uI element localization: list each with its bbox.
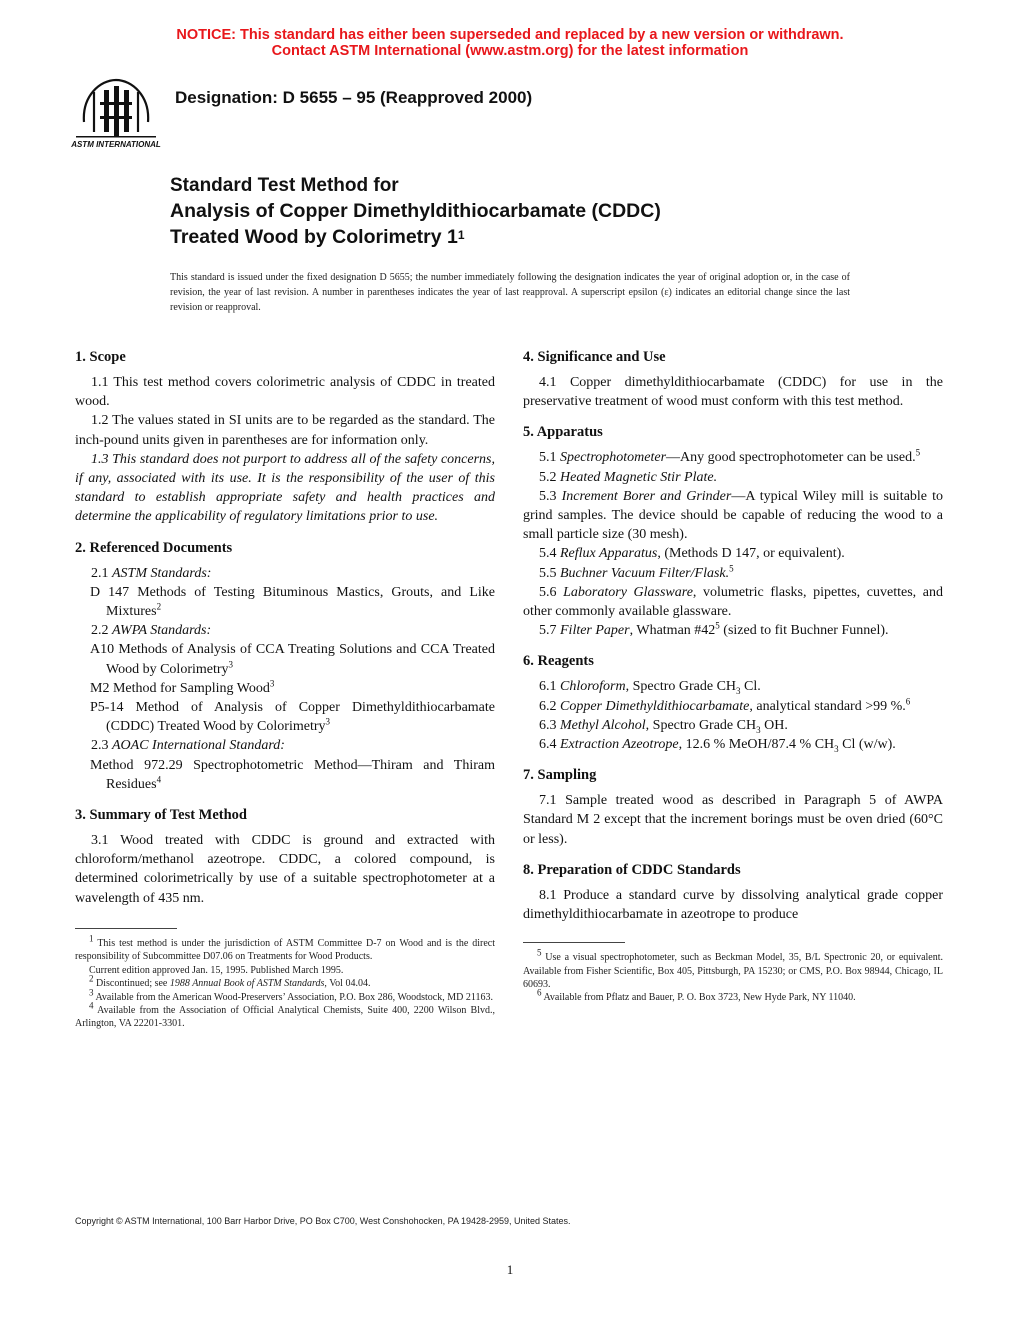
section-heading: 5. Apparatus	[523, 424, 603, 441]
section-heading: 8. Preparation of CDDC Standards	[523, 861, 741, 878]
left-footnotes	[75, 933, 495, 1031]
footnote: Current edition approved Jan. 15, 1995. Published March 1995.	[89, 964, 344, 976]
notice-line-1: NOTICE: This standard has either been superseded and replaced by a new version or withdrawn.	[176, 27, 844, 43]
document-title	[170, 174, 661, 250]
section-significance	[523, 348, 943, 411]
footnote: $^1$ This test method is under the jurisdiction of ASTM Committee D-7 on Wood and is the direct responsibility of Subcommittee D07.06 on Treatments for Wood Products.	[75, 933, 495, 963]
page-number: 1	[506, 1262, 514, 1277]
paragraph: 5.1 Spectrophotometer—Any good spectrophotometer can be used.$^5$	[539, 447, 921, 466]
paragraph: 6.4 Extraction Azeotrope, 12.6 % MeOH/87.4 % $CH_3$ Cl (w/w).	[539, 737, 896, 754]
paragraph: 5.3 Increment Borer and Grinder—A typical Wiley mill is suitable to grind samples. The device should be capable of reducing the wood to a small particle size (30 mesh).	[523, 488, 943, 543]
paragraph: 1.2 The values stated in SI units are to be regarded as the standard. The inch-pound units given in parentheses are for information only.	[75, 413, 495, 448]
paragraph: 3.1 Wood treated with CDDC is ground and extracted with chloroform/methanol azeotrope. CDDC, a colored compound, is determined colorimetrically by use of a suitable spectrophotometer at a wavelength of 435 nm.	[75, 833, 495, 906]
left-column	[75, 348, 495, 1031]
footnote: $^5$ Use a visual spectrophotometer, such as Beckman Model, 35, B/L Spectronic 20, or equivalent. Available from Fisher Scientific, Box 405, Pittsburgh, PA 15230; or CMS, P.O. Box 98944, Chicago, IL 60693.	[523, 947, 944, 991]
paragraph: 6.2 Copper Dimethyldithiocarbamate, analytical standard >99 %.$^6$	[539, 695, 911, 714]
section-preparation	[523, 861, 943, 924]
subheading-aoac: 2.3 AOAC International Standard:	[91, 738, 285, 754]
reference-item: P5-14 Method of Analysis of Copper Dimethyldithiocarbamate (CDDC) Treated Wood by Colorimetry$^3$	[90, 700, 495, 735]
paragraph: 5.5 Buchner Vacuum Filter/Flask.$^5$	[539, 562, 734, 581]
footnote-rule	[523, 942, 625, 943]
section-heading: 2. Referenced Documents	[75, 539, 233, 556]
right-column	[523, 348, 943, 1005]
section-scope	[75, 348, 495, 527]
section-heading: 6. Reagents	[523, 653, 594, 670]
reference-item: A10 Methods of Analysis of CCA Treating Solutions and CCA Treated Wood by Colorimetry$^3$	[90, 642, 495, 677]
right-footnotes	[523, 947, 944, 1005]
title-line-2: Analysis of Copper Dimethyldithiocarbamate (CDDC)	[170, 200, 661, 222]
copyright: Copyright © ASTM International, 100 Barr Harbor Drive, PO Box C700, West Conshohocken, PA 19428-2959, United States.	[75, 1216, 571, 1226]
paragraph: 8.1 Produce a standard curve by dissolving analytical grade copper dimethyldithiocarbamate in azeotrope to produce	[523, 887, 943, 923]
notice-line-2: Contact ASTM International (www.astm.org) for the latest information	[271, 43, 749, 59]
footnote: $^2$ Discontinued; see 1988 Annual Book of ASTM Standards, Vol 04.04.	[89, 973, 371, 990]
logo-wordmark: ASTM INTERNATIONAL	[71, 140, 161, 149]
paragraph: 7.1 Sample treated wood as described in Paragraph 5 of AWPA Standard M 2 except that the increment borings must be oven dried (60°C or less).	[523, 793, 943, 847]
reference-item: D 147 Methods of Testing Bituminous Mastics, Grouts, and Like Mixtures$^2$	[90, 584, 495, 620]
section-heading: 1. Scope	[75, 349, 126, 365]
title-footnote-mark: 1	[457, 228, 465, 242]
paragraph: 4.1 Copper dimethyldithiocarbamate (CDDC) for use in the preservative treatment of wood must conform with this test method.	[523, 375, 943, 410]
issued-note: This standard is issued under the fixed designation D 5655; the number immediately following the designation indicates the year of original adoption or, in the case of revision, the year of last revision. A number in parentheses indicates the year of last reapproval. A superscript epsilon (ε) indicates an editorial change since the last revision or reapproval.	[170, 272, 850, 313]
paragraph: 5.6 Laboratory Glassware, volumetric flasks, pipettes, cuvettes, and other commonly available glassware.	[523, 584, 943, 620]
paragraph: 5.7 Filter Paper, Whatman $\#42^5$ (sized to fit Buchner Funnel).	[539, 620, 889, 639]
paragraph: 1.1 This test method covers colorimetric analysis of CDDC in treated wood.	[75, 375, 495, 410]
footnote-rule	[75, 928, 177, 929]
subheading-awpa: 2.2 AWPA Standards:	[91, 623, 212, 639]
footnote: $^3$ Available from the American Wood-Preservers’ Association, P.O. Box 286, Woodstock, MD 21163.	[89, 987, 493, 1003]
title-line-3-text: Treated Wood by Colorimetry 1	[170, 226, 458, 248]
paragraph: 6.1 Chloroform, Spectro Grade $CH_3$ Cl.	[539, 679, 761, 697]
section-heading: 4. Significance and Use	[523, 349, 666, 365]
title-line-1: Standard Test Method for	[170, 175, 399, 196]
section-reagents	[523, 652, 943, 754]
section-summary	[75, 806, 495, 908]
astm-logo	[70, 76, 162, 150]
section-heading: 3. Summary of Test Method	[75, 807, 247, 824]
section-referenced-documents	[75, 539, 495, 794]
designation: Designation: D 5655 – 95 (Reapproved 2000)	[175, 88, 533, 107]
subheading-astm: 2.1 ASTM Standards:	[91, 565, 212, 581]
title-line-3	[170, 224, 661, 250]
footnote: $^6$ Available from Pflatz and Bauer, P. O. Box 3723, New Hyde Park, NY 11040.	[537, 988, 856, 1004]
footnote: $^4$ Available from the Association of Official Analytical Chemists, Suite 400, 2200 Wilson Blvd., Arlington, VA 22201-3301.	[75, 1000, 495, 1030]
paragraph: 5.4 Reflux Apparatus, (Methods D 147, or equivalent).	[539, 546, 845, 562]
paragraph: 1.3 This standard does not purport to address all of the safety concerns, if any, associated with its use. It is the responsibility of the user of this standard to establish appropriate safety and health practices and determine the applicability of regulatory limitations prior to use.	[75, 451, 495, 525]
reference-item: M2 Method for Sampling Wood$^3$	[90, 678, 275, 696]
paragraph: 6.3 Methyl Alcohol, Spectro Grade $CH_3$ OH.	[539, 717, 788, 735]
reference-item: Method 972.29 Spectrophotometric Method—Thiram and Thiram Residues$^4$	[90, 757, 495, 792]
section-sampling	[523, 766, 943, 849]
paragraph: 5.2 Heated Magnetic Stir Plate.	[539, 469, 718, 485]
section-apparatus	[523, 423, 943, 640]
withdrawal-notice	[0, 27, 1020, 59]
section-heading: 7. Sampling	[523, 767, 597, 784]
